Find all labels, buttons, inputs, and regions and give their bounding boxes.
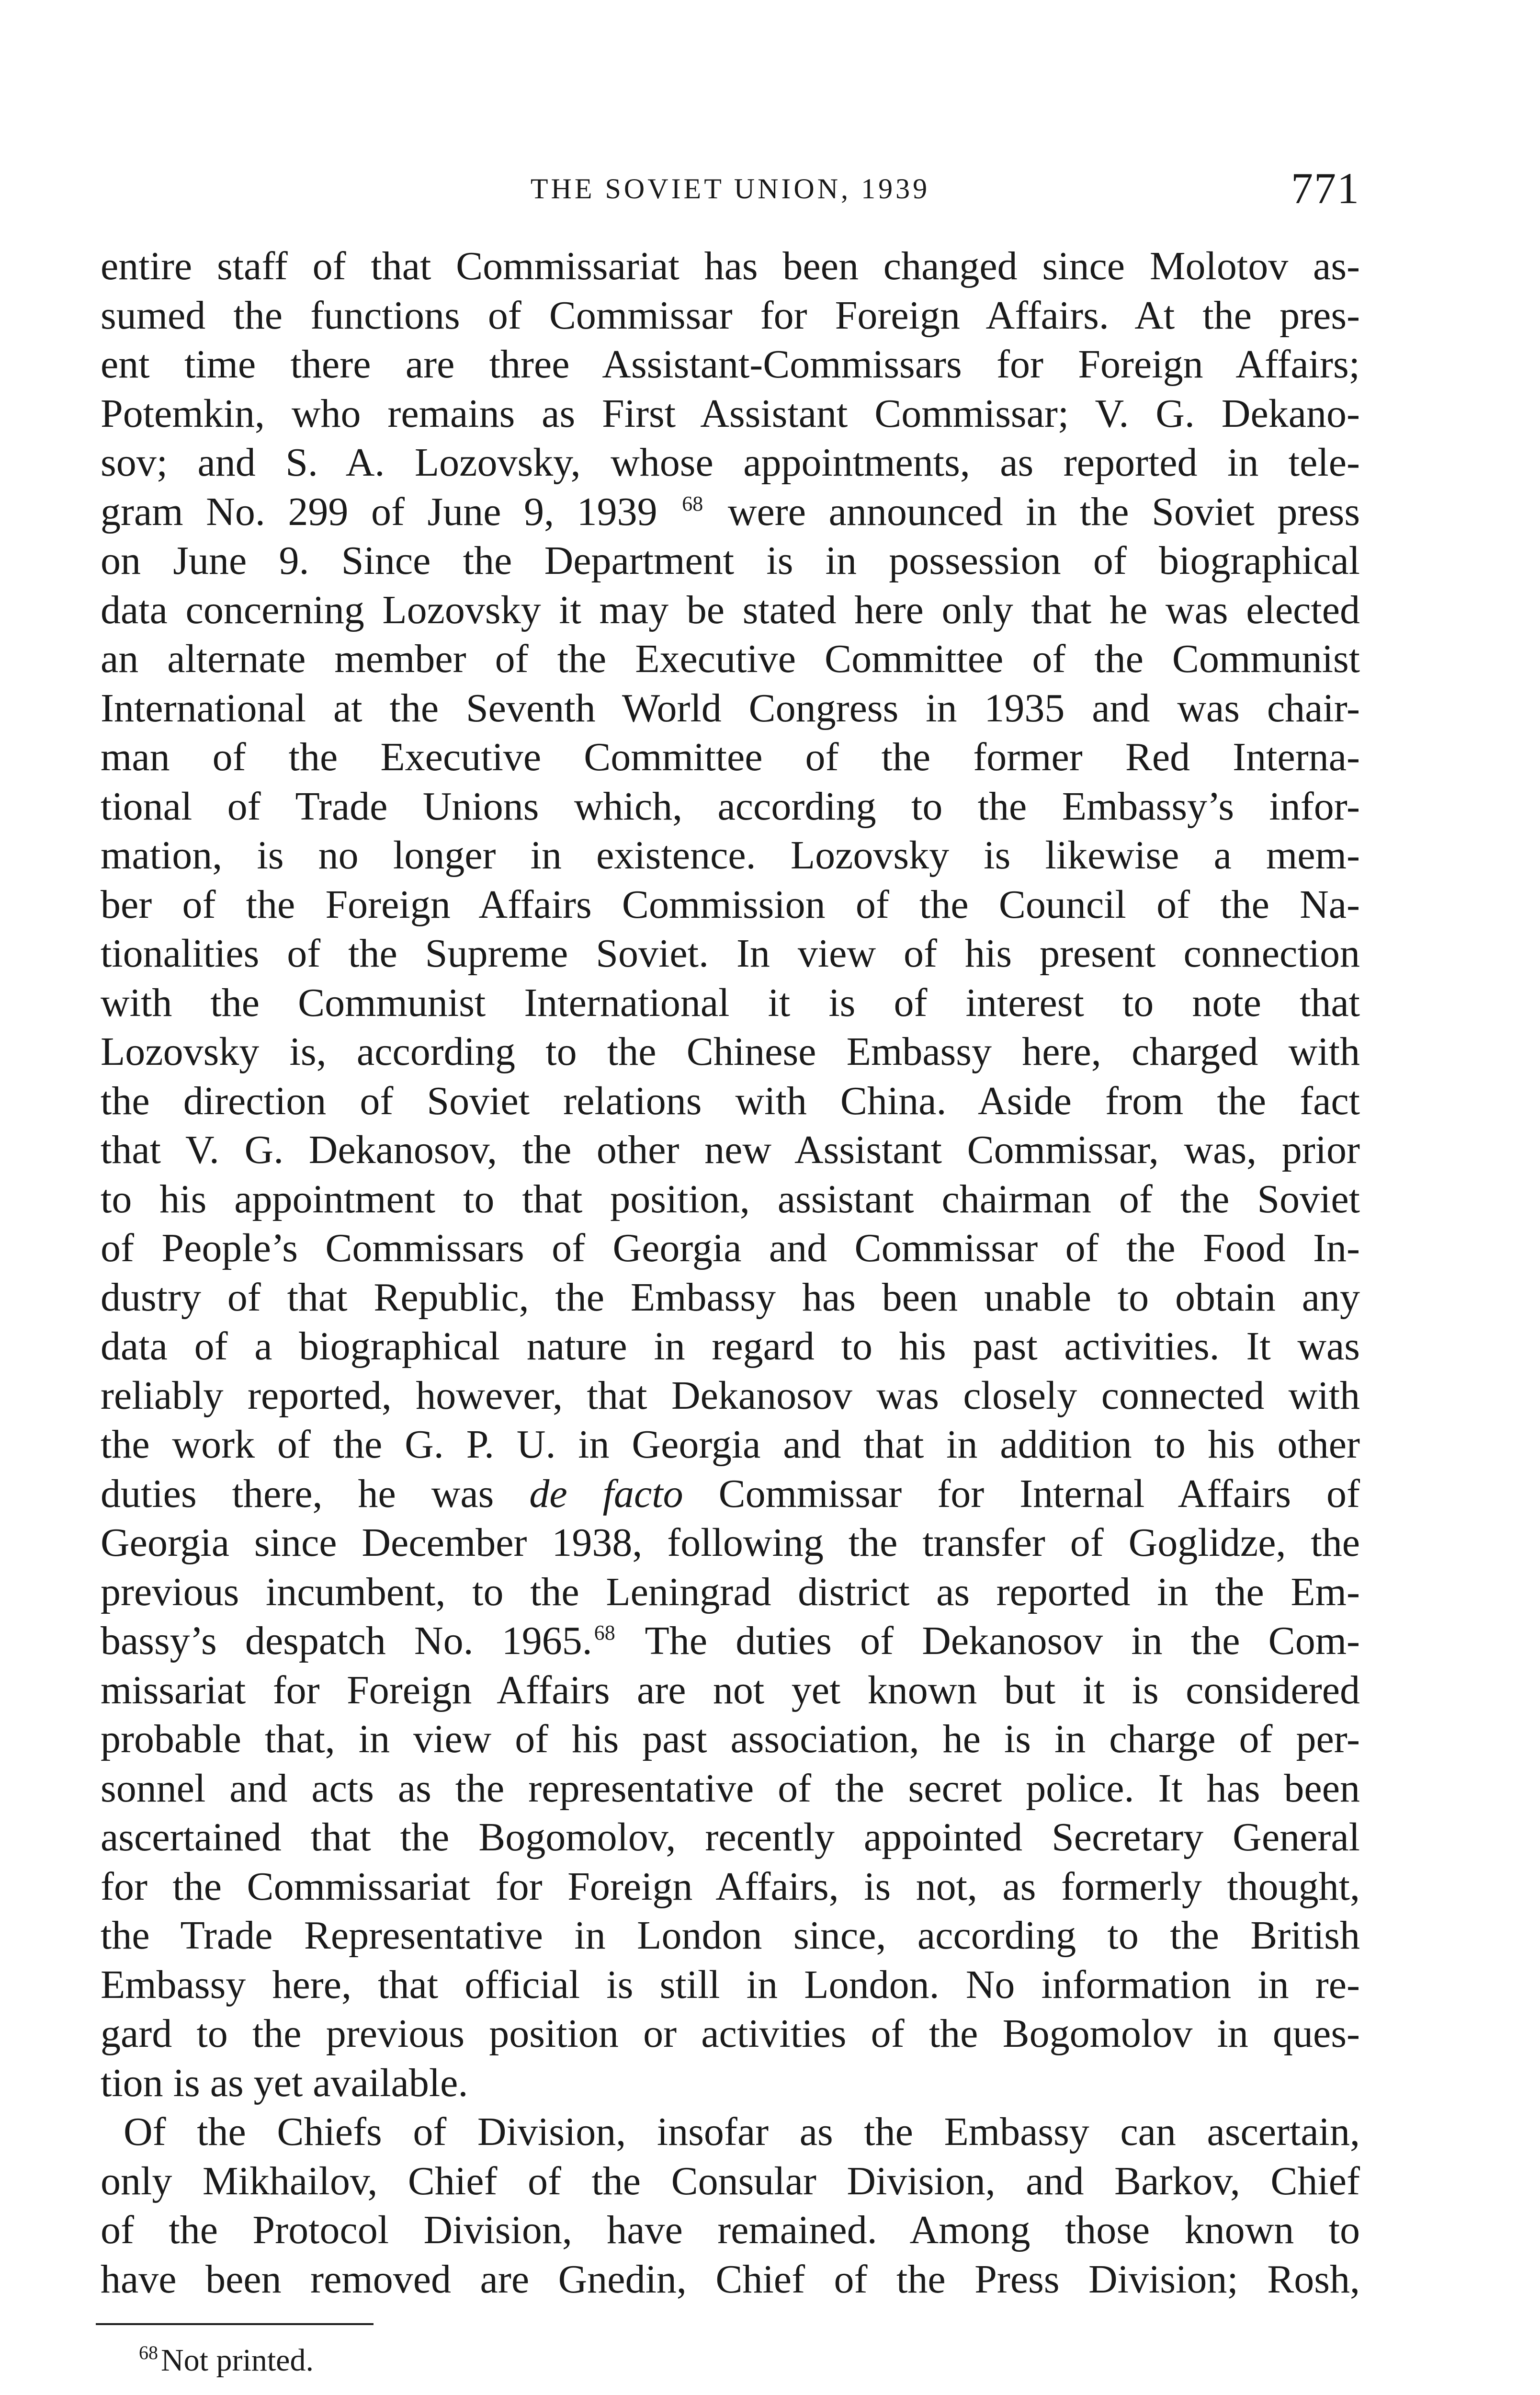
text-line	[101, 1617, 1360, 1666]
text-line: the Trade Representative in London since, according to the British	[101, 1913, 1360, 1958]
running-title: THE SOVIET UNION, 1939	[530, 173, 930, 205]
text-line: missariat for Foreign Affairs are not yet known but it is considered	[101, 1667, 1360, 1712]
text-line: ent time there are three Assistant-Commissars for Foreign Affairs;	[101, 342, 1360, 387]
text-line: tional of Trade Unions which, according to the Embassy’s infor-	[101, 784, 1360, 829]
text-line: dustry of that Republic, the Embassy has been unable to obtain any	[101, 1275, 1360, 1320]
text-line	[101, 488, 1360, 537]
text-fragment: duties there, he was	[101, 1471, 494, 1516]
text-line	[101, 1470, 1360, 1519]
footnote-reference: 68	[682, 491, 703, 515]
text-line: previous incumbent, to the Leningrad district as reported in the Em-	[101, 1569, 1360, 1614]
text-line: mation, is no longer in existence. Lozovsky is likewise a mem-	[101, 833, 1360, 878]
italic-phrase: de facto	[529, 1471, 683, 1516]
text-line: ber of the Foreign Affairs Commission of the Council of the Na-	[101, 882, 1360, 927]
footnote-marker: 68	[139, 2342, 158, 2363]
text-fragment: Commissar for Internal Affairs of	[718, 1471, 1360, 1516]
text-line: only Mikhailov, Chief of the Consular Division, and Barkov, Chief	[101, 2158, 1360, 2203]
footnote-text: Not printed.	[161, 2343, 314, 2378]
text-fragment: bassy’s despatch No. 1965.	[101, 1619, 592, 1663]
text-fragment: were announced in the Soviet press	[727, 489, 1360, 534]
text-line: Of the Chiefs of Division, insofar as the Embassy can ascertain,	[124, 2110, 1360, 2154]
text-line: of the Protocol Division, have remained. Among those known to	[101, 2208, 1360, 2252]
text-line: Georgia since December 1938, following the transfer of Goglidze, the	[101, 1520, 1360, 1565]
text-line: International at the Seventh World Congress in 1935 and was chair-	[101, 685, 1360, 730]
text-line: for the Commissariat for Foreign Affairs, is not, as formerly thought,	[101, 1864, 1360, 1909]
body-text	[101, 242, 1360, 2304]
text-line: ascertained that the Bogomolov, recently appointed Secretary General	[101, 1815, 1360, 1859]
text-fragment: gram No. 299 of June 9, 1939	[101, 489, 657, 534]
text-line: of People’s Commissars of Georgia and Commissar of the Food In-	[101, 1226, 1360, 1270]
text-line: probable that, in view of his past association, he is in charge of per-	[101, 1717, 1360, 1761]
text-line: with the Communist International it is of interest to note that	[101, 980, 1360, 1025]
footnote	[139, 2342, 314, 2379]
running-head	[101, 163, 1360, 216]
text-line: Lozovsky is, according to the Chinese Embassy here, charged with	[101, 1029, 1360, 1074]
text-line: sonnel and acts as the representative of the secret police. It has been	[101, 1766, 1360, 1811]
text-line: Potemkin, who remains as First Assistant Commissar; V. G. Dekano-	[101, 391, 1360, 436]
text-line: data concerning Lozovsky it may be stated here only that he was elected	[101, 587, 1360, 632]
text-line: sov; and S. A. Lozovsky, whose appointments, as reported in tele-	[101, 440, 1360, 485]
text-line: reliably reported, however, that Dekanosov was closely connected with	[101, 1373, 1360, 1418]
text-line: that V. G. Dekanosov, the other new Assistant Commissar, was, prior	[101, 1128, 1360, 1172]
text-line: gard to the previous position or activities of the Bogomolov in ques-	[101, 2011, 1360, 2056]
text-line: to his appointment to that position, assistant chairman of the Soviet	[101, 1176, 1360, 1221]
text-line: Embassy here, that official is still in London. No information in re-	[101, 1962, 1360, 2007]
text-line: an alternate member of the Executive Committee of the Communist	[101, 637, 1360, 681]
page-number: 771	[1291, 164, 1360, 213]
text-fragment: The duties of Dekanosov in the Com-	[645, 1619, 1360, 1663]
footnote-divider	[96, 2323, 374, 2325]
text-line: tion is as yet available.	[101, 2060, 468, 2105]
text-line: data of a biographical nature in regard to his past activities. It was	[101, 1324, 1360, 1369]
text-line: sumed the functions of Commissar for Foreign Affairs. At the pres-	[101, 293, 1360, 338]
text-line: on June 9. Since the Department is in possession of biographical	[101, 538, 1360, 583]
text-line: the direction of Soviet relations with China. Aside from the fact	[101, 1078, 1360, 1123]
text-line: entire staff of that Commissariat has been changed since Molotov as-	[101, 244, 1360, 288]
text-line: man of the Executive Committee of the former Red Interna-	[101, 735, 1360, 779]
text-line: tionalities of the Supreme Soviet. In view of his present connection	[101, 931, 1360, 976]
text-line: the work of the G. P. U. in Georgia and that in addition to his other	[101, 1422, 1360, 1467]
text-line: have been removed are Gnedin, Chief of the Press Division; Rosh,	[101, 2257, 1360, 2302]
footnote-reference: 68	[594, 1621, 615, 1644]
